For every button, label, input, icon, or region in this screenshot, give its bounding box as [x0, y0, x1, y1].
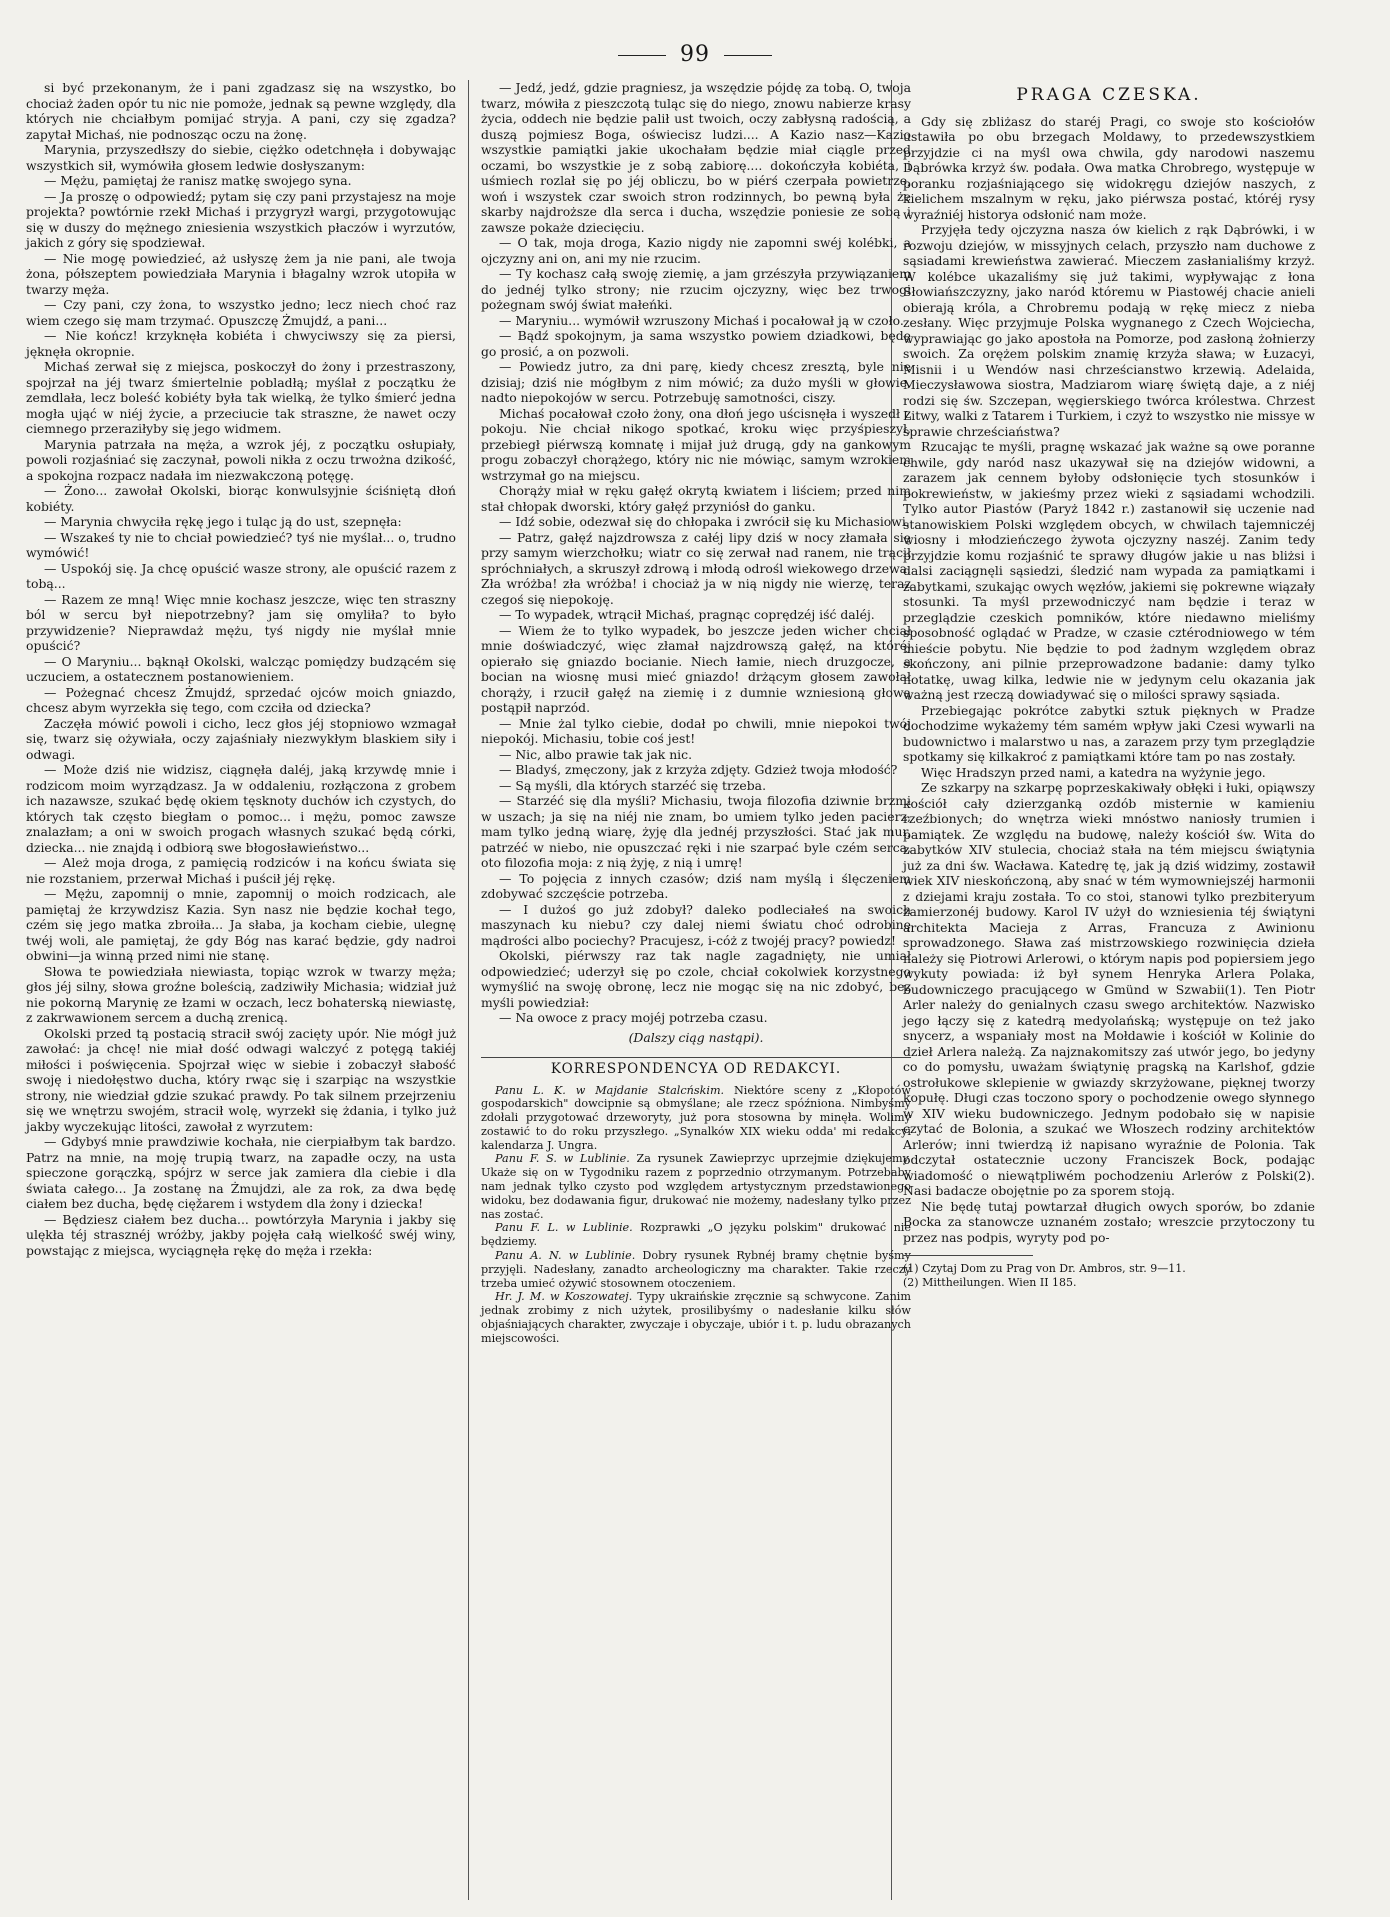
paragraph: — Czy pani, czy żona, to wszystko jedno; lecz niech choć raz wiem czego się mam trzymać. Opuszczę Żmujdź, a pani... [26, 297, 456, 328]
paragraph: Gdy się zbliżasz do staréj Pragi, co swoje sto kościołów ustawiła po obu brzegach Moldawy, to przedewszystkiem przyjdzie ci na myśl owa chwila, gdy narodowi naszemu Dąbrówka krzyż św. podała. Owa matka Chrobrego, występuje w poranku rozjaśniającego się widokręgu dziejów naszych, z kielichem mszalnym w ręku, jako piérwsza postać, któréj rysy wyraźniéj historya odsłonić nam może. [903, 113, 1315, 222]
page-number-right-rule [724, 55, 772, 56]
correspondence-entry [481, 1249, 911, 1290]
paragraph: — Wszakeś ty nie to chciał powiedzieć? tyś nie myślał... o, trudno wymówić! [26, 529, 456, 560]
correspondence-text: Niektóre sceny z „Kłopotów gospodarskich" dowcipnie są obmyślane; ale rzecz spóźniona. Nimbyśmy zdołali przygotować drzeworyty, już pora stosowna by minęła. Wolimy zostawić to do roku przyszłego. „Synalków XIX wieku odda' mi redakcyi kalendarza J. Ungra. [481, 1083, 911, 1152]
paragraph: — O Maryniu... bąknął Okolski, walcząc pomiędzy budzącém się uczuciem, a ostatecznem postanowieniem. [26, 653, 456, 684]
paragraph: Chorąży miał w ręku gałęź okrytą kwiatem i liściem; przed nim stał chłopak dworski, który gałęź przyniósł do ganku. [481, 483, 911, 514]
paragraph: — Żono... zawołał Okolski, biorąc konwulsyjnie ściśniętą dłoń kobiéty. [26, 483, 456, 514]
column-middle [481, 80, 911, 1346]
paragraph: — Bladyś, zmęczony, jak z krzyża zdjęty. Gdzież twoja młodość? [499, 762, 898, 777]
paragraph: Michaś zerwał się z miejsca, poskoczył do żony i przestraszony, spojrzał na jéj twarz śmiertelnie pobladłą; myślał z początku że zemdlała, lecz boleść kobiéty była tak wielką, że tylko śmierć jedna mogła ująć w niéj życie, a przeciucie tak straszne, że nawet oczy ciemnego przeraziłyby się jego widmem. [26, 359, 456, 436]
paragraph: Okolski przed tą postacią stracił swój zacięty upór. Nie mógł już zawołać: ja chcę! nie miał dość odwagi walczyć z potęgą takiéj miłości i poświęcenia. Spojrzał więc w siebie i zobaczył słabość swoję i niedołęstwo ducha, który rwąc się i szarpiąc na wszystkie strony, nie wiedział gdzie szukać prawdy. Po tak silnem przejrzeniu się we wnętrzu swojém, stracił wolę, wyrzekł się żdania, i tylko już jakby wyczekując litości, zawołał z wyrzutem: [26, 1025, 456, 1134]
paragraph: Marynia patrzała na męża, a wzrok jéj, z początku osłupiały, powoli rozjaśniać się zaczynał, powoli nikła z oczu trwożna dzikość, a spokojna rozpacz nadała im niezwakczoną potęgę. [26, 436, 456, 483]
paragraph: — Starzéć się dla myśli? Michasiu, twoja filozofia dziwnie brzmi w uszach; ja się na niéj nie znam, bo umiem tylko jeden pacierz, mam tylko jedną wiarę, żyję dla jednéj przyszłości. Stać jak mur, patrzéć w niebo, nie opuszczać ręki i nie szarpać byle czém serca, oto filozofia moja: z nią żyję, z nią i umrę! [481, 793, 911, 870]
paragraph: — Powiedz jutro, za dni parę, kiedy chcesz zresztą, byle nie dzisiaj; dziś nie mógłbym z nim mówić; za dużo myśli w głowie, nadto niepokojów w sercu. Potrzebuję samotności, ciszy. [481, 359, 911, 405]
paragraph: — O tak, moja droga, Kazio nigdy nie zapomni swéj kolébki, a ojczyzny ani on, ani my nie rzucim. [481, 235, 911, 266]
paragraph: — Ależ moja droga, z pamięcią rodziców i na końcu świata się nie rozstaniem, przerwał Michaś i puścił jéj rękę. [26, 855, 456, 886]
paragraph: — Mężu, pamiętaj że ranisz matkę swojego syna. [44, 173, 352, 188]
paragraph: Słowa te powiedziała niewiasta, topiąc wzrok w twarzy męża; głos jéj silny, słowa groźne boleścią, zadziwiły Michasia; widział już nie pokorną Marynię ze łzami w oczach, lecz bohaterską niewiastę, z zakrwawionem sercem a duchą zrenicą. [26, 963, 456, 1025]
paragraph: — Idź sobie, odezwał się do chłopaka i zwrócił się ku Michasiowi. [499, 514, 910, 529]
correspondence-list [481, 1084, 911, 1346]
paragraph: Zaczęła mówić powoli i cicho, lecz głos jéj stopniowo wzmagał się, twarz się ożywiała, oczy zajaśniały niezwykłym blaskiem siły i odwagi. [26, 715, 456, 762]
correspondence-text: Rozprawki „O języku polskim" drukować nie będziemy. [481, 1221, 911, 1249]
paragraph: — Będziesz ciałem bez ducha... powtórzyła Marynia i jakby się ulękła téj strasznéj wróżby, jakby pojęła całą wielkość swéj winy, powstając z miejsca, wyciągnęła rękę do męża i rzekła: [26, 1211, 456, 1258]
correspondence-addressee: Panu F. S. w Lublinie. [495, 1152, 630, 1166]
correspondence-text: Dobry rysunek Rybnéj bramy chętnie byśmy przyjęli. Nadesłany, zanadto archeologiczny ma charakter. Takie rzeczy trzeba umieć ożywić stosownem otoczeniem. [481, 1249, 911, 1290]
article-title: PRAGA CZESKA. [1016, 85, 1202, 105]
paragraph: — Ja proszę o odpowiedź; pytam się czy pani przystajesz na moje projekta? powtórnie rzekł Michaś i przygryzł wargi, przygotowując się w duszy do mężnego zniesienia wszystkich płaczów i wyrzutów, jakich z góry się spodziewał. [26, 188, 456, 250]
correspondence-text: Typy ukraińskie zręcznie są schwycone. Zanim jednak zrobimy z nich użytek, prosilibyśmy o nadesłanie kilku słów objaśniających charakter, zwyczaje i obyczaje, ubiór i t. p. ludu obrazanych miejscowości. [481, 1290, 911, 1345]
story-continuation [481, 80, 911, 1026]
correspondence-entry [481, 1084, 911, 1153]
paragraph: — Bądź spokojnym, ja sama wszystko powiem dziadkowi, będę go prosić, a on pozwoli. [481, 328, 911, 359]
paragraph: — Razem ze mną! Więc mnie kochasz jeszcze, więc ten straszny ból w sercu był niepotrzebny? jam się omyliła? to było przywidzenie? Nieprawdaż mężu, tyś nigdy nie myślał mnie opuścić? [26, 591, 456, 653]
footnote-rule [903, 1255, 1033, 1256]
paragraph: Więc Hradszyn przed nami, a katedra na wyżynie jego. [921, 764, 1266, 780]
footnote: (2) Mittheilungen. Wien II 185. [903, 1276, 1077, 1289]
paragraph: — Nic, albo prawie tak jak nic. [499, 746, 693, 762]
column-left [26, 80, 456, 1258]
paragraph: — Nie kończ! krzyknęła kobiéta i chwyciwszy się za piersi, jęknęła okropnie. [26, 328, 456, 359]
to-be-continued: (Dalszy ciąg nastąpi). [628, 1029, 764, 1045]
column-right [903, 80, 1315, 1290]
page-number [0, 42, 1390, 67]
paragraph: — Mężu, zapomnij o mnie, zapomnij o moich rodzicach, ale pamiętaj że krzywdzisz Kazia. Syn nasz nie będzie kochał tego, czém się jego matka zbroiła... Ja słaba, ja kocham ciebie, ulegnę twéj woli, ale pamiętaj, że gdy Bóg nas karać będzie, gdy nadroi obwini—ja winną przed nimi nie stanę. [26, 886, 456, 963]
correspondence-addressee: Panu A. N. w Lublinie. [495, 1249, 636, 1263]
paragraph: — Jedź, jedź, gdzie pragniesz, ja wszędzie pójdę za tobą. O, twoja twarz, mówiła z pieszczotą tuląc się do niego, znowu nabierze krasy życia, oddech nie będzie palił ust twoich, oczy zabłysną radością, a duszą pojmiesz Boga, oświecisz ludzi.... A Kazio nasz—Kazio wszystkie pamiątki jakie ukochałam będzie miał ciągle przed oczami, bo wszystkie je z sobą zabiorę.... dokończyła kobiéta, i uśmiech rozlał się po jéj obliczu, bo w piérś czerpała powietrze, woń i wszystek czar swoich stron rodzinnych, bo pewną była że skarby najdroższe dla serca i ducha, wszędzie poniesie ze sobą i zawsze pokaże dziecięciu. [481, 80, 911, 235]
correspondence-addressee: Panu L. K. w Majdanie Stalcńskim. [495, 1083, 725, 1097]
correspondence-entry [481, 1152, 911, 1221]
paragraph: — Gdybyś mnie prawdziwie kochała, nie cierpiałbym tak bardzo. Patrz na mnie, na moję trupią twarz, na zapadłe oczy, na usta spieczone gorączką, spójrz w serce jak zamiera dla ciebie i dla świata całego... Ja zostanę na Żmujdzi, ale za rok, za dwa będę ciałem bez ducha, będę cięžarem i wstydem dla żony i dziecka! [26, 1134, 456, 1211]
paragraph: Przebiegając pokrótce zabytki sztuk pięknych w Pradze dochodzime wykażemy tém samém wpływ jaki Czesi wywarli na budownictwo i malarstwo u nas, a zarazem przy tym przeglądzie spotkamy się kilkakroć z pamiątkami które tam po nas zostały. [903, 702, 1315, 764]
paragraph: Marynia, przyszedłszy do siebie, ciężko odetchnęła i dobywając wszystkich sił, wymówiła głosem ledwie dosłyszanym: [26, 142, 456, 173]
correspondence-entry [481, 1290, 911, 1345]
correspondence-addressee: Panu F. L. w Lublinie. [495, 1221, 633, 1235]
paragraph: — Na owoce z pracy mojéj potrzeba czasu. [499, 1010, 768, 1025]
paragraph: — Są myśli, dla których starzéć się trzeba. [499, 777, 767, 793]
paragraph: — Może dziś nie widzisz, ciągnęła daléj, jaką krzywdę mnie i rodzicom moim wyrządzasz. Ja w oddaleniu, rozłączona z grobem ich nazawsze, szukać będę okiem tęsknoty duchów ich czystych, do których tak często biegłam o pomoc... i mężu, pomoc zawsze znalazłam; a oni w swoich progach własnych szukać będą córki, dziecka... nie znajdą i odbiorą swe błogosławieństwo... [26, 762, 456, 855]
footnote: (1) Czytaj Dom zu Prag von Dr. Ambros, str. 9—11. [903, 1262, 1186, 1275]
paragraph: — Pożegnać chcesz Żmujdź, sprzedać ojców moich gniazdo, chcesz abym wyrzekła się tego, com czciła od dziecka? [26, 684, 456, 715]
column-divider-left [468, 80, 469, 1900]
paragraph: Okolski, piérwszy raz tak nagle zagadnięty, nie umiał odpowiedzieć; uderzył się po czole, chciał cokolwiek korzystnego wymyślić na swoję obronę, lecz nie mogąc się na nic zdobyć, bez myśli powiedział: [481, 948, 911, 1010]
paragraph: — I dużoś go już zdobył? daleko podleciałeś na swoich maszynach ku niebu? czy dalej niemi światu choć odrobinę mądrości albo pociechy? Pracujesz, i-cóż z twojéj pracy? powiedz! [481, 901, 911, 948]
footnotes [903, 1262, 1315, 1290]
correspondence-text: Za rysunek Zawieprzyc uprzejmie dziękujemy. Ukaże się on w Tygodniku razem z poprzednio otrzymanym. Potrzebaby nam jednak tylko czysto pod względem artystycznym przedstawionego widoku, bez dodawania figur, drukować nie możemy, nadesłany tylko przez nas zostać. [481, 1152, 912, 1221]
correspondence-title: KORRESPONDENCYA OD REDAKCYI. [550, 1061, 842, 1077]
paragraph: Nie będę tutaj powtarzał długich owych sporów, bo zdanie Bocka za stanowcze uznaném zostało; wreszcie przytoczony tu przez nas podpis, wyryty pod po- [903, 1198, 1315, 1245]
page-number-text: 99 [680, 42, 710, 67]
paragraph: Rzucając te myśli, pragnę wskazać jak ważne są owe poranne chwile, gdy naród nasz ukazywał się na dziejów widowni, a zarazem jak cennem byłoby odsłonięcie tych stosunków i pokrewieństw, w jakieśmy przez wieki z sąsiadami wchodzili. Tylko autor Piastów (Paryż 1842 r.) zastanowił się uczenie nad stanowiskiem Polski względem obcych, w chwilach tajemniczéj wiosny i młodzieńczego żywota ojczyzny naszéj. Zanim tedy przyjdzie komu rozjaśnić te sprawy długów jakie u nas bliżsi i dalsi zaciągnęli sąsiedzi, śledzić nam wypada za pamiątkami i zabytkami, szukając owych węzłów, jakiemi się pokrewne wiązały stosunki. Ta myśl przewodniczyć nam będzie i teraz w przeglądzie czeskich pomników, które niedawno mieliśmy sposobność oglądać w Pradze, w czasie cztérodniowego w tém mieście pobytu. Nie będzie to pod żadnym względem obraz skończony, ani pilnie przeprowadzone badanie: damy tylko notatkę, uwag kilka, ledwie nie w jedynym celu okazania jak ważną jest rzeczą dowiadywać się o milości sprawy sąsiada. [903, 439, 1315, 702]
paragraph: — Wiem że to tylko wypadek, bo jeszcze jeden wicher chciał mnie doświadczyć, więc złamał najzdrowszą gałęź, na któréj opierało się gniazdo bocianie. Niech łamie, niech druzgocze, a bocian na wiosnę musi mieć gniazdo! drżącym głosem zawołał chorąży, i rzucił gałęź na ziemię i z dumnie wzniesioną głową postąpił naprzód. [481, 622, 911, 715]
paragraph: — Patrz, gałęź najzdrowsza z całéj lipy dziś w nocy złamała się przy samym wierzchołku; wiatr co się zerwał nad ranem, nie trącił spróchniałych, a skruszył zdrową i młodą odrośl wiekowego drzewa. Zła wróżba! zła wróżba! i chociaż ja w nią nigdy nie wierzę, teraz czegoś się niepokoję. [481, 529, 911, 607]
paragraph: — Ty kochasz całą swoję ziemię, a jam grzészyła przywiązaniem do jednéj tylko strony; nie rzucim ojczyzny, więc bez trwogi pożegnam swój świat małeńki. [481, 266, 911, 312]
paragraph: — Nie mogę powiedzieć, aż usłyszę żem ja nie pani, ale twoja żona, półszeptem powiedziała Marynia i błagalny wzrok utopiła w twarzy męża. [26, 250, 456, 297]
paragraph: Michaś pocałował czoło żony, ona dłoń jego uścisnęła i wyszedł z pokoju. Nie chciał nikogo spotkać, kroku więc przyśpieszył, przebiegł piérwszą komnatę i mijał już drugą, gdy na gankowym progu zobaczył chorążego, który nic nie mówiąc, samym wzrokiem wstrzymał go na miejscu. [481, 405, 911, 483]
paragraph: — Uspokój się. Ja chcę opuścić wasze strony, ale opuścić razem z tobą... [26, 560, 456, 591]
correspondence-rule [481, 1057, 911, 1058]
paragraph: Ze szkarpy na szkarpę poprzeskakiwały obłęki i łuki, opiąwszy kościół cały dzierzganką ozdób misternie w kamieniu rzeźbionych; do wnętrza wieki mnóstwo naniosły trumien i pamiątek. Ze względu na budowę, należy kościół św. Wita do zabytków XIV stulecia, chociaż stała na tém miejscu świątynia już za dni św. Wacława. Katedrę tę, jak ją dziś widzimy, zostawił wiek XIV nieskończoną, aby snać w tém wymowniejszéj harmonii z dziejami kraju została. To co stoi, stanowi tylko prezbiteryum zamierzonéj budowy. Karol IV użył do wzniesienia téj świątyni architekta Macieja z Arras, Francuza z Awinionu sprowadzonego. Sława zaś mistrzowskiego rozwinięcia dzieła należy się Piotrowi Arlerowi, o którym napis pod popiersiem jego wykuty powiada: iż był synem Henryka Arlera Polaka, budowniczego pracującego w Gmünd w Szwabii(1). Ten Piotr Arler należy do genialnych czasu swego architektów. Nazwisko jego łączy się z katedrą medyolańską; występuje on też jako snycerz, a wspaniały most na Mołdawie i kościół w Kolinie do dzieł Arlera należą. Za najznakomitszy zaś utwór jego, bo jedyny co do pomysłu, uważam świątynię pragską na Karlshof, gdzie ostrołukowe sklepienie w gwiazdy skrzyżowane, pięknej tworzy kopułę. Długi czas toczono spory o pochodzenie owego słynnego w XIV wieku budowniczego. Jednym podobało się w napisie czytać de Bolonia, a szukać we Włoszech rodziny architektów Arlerów; inni twierdzą iż napisano wyraźnie de Polonia. Tak odczytał ostatecznie uczony Franciszek Bock, podając wiadomość o niewątpliwém pochodzeniu Arlerów z Polski(2). Nasi badacze obojętnie po za sporem stoją. [903, 780, 1315, 1198]
paragraph: Przyjęła tedy ojczyzna nasza ów kielich z rąk Dąbrówki, i w rozwoju dziejów, w missyjnych celach, przyszło nam duchowe z sąsiadami krewieństwa zawierać. Mieczem zasłanialiśmy krzyż. W kolébce ukazaliśmy się już takimi, wypływając z łona Słowiańszczyzny, jako naród któremu w Piastowéj chacie anieli obierają króla, a Chrobremu podają w rękę miecz z nieba zesłany. Więc przyjmuje Polska wygnanego z Czech Wojciecha, wyprawiając go jako apostoła na Pomorze, pod zasłoną żołnierzy swoich. Za orężem polskim znamię krzyża sława; w Łuzacyi, Misnii i u Wendów nasi chrześcianstwo krzewią. Adelaida, Mieczysławowa siostra, Madziarom wiarę świętą daje, a z niéj rodzi się św. Szczepan, węgierskiego twórca królestwa. Chrzest Litwy, walki z Tatarem i Turkiem, i czyż to wszystko nie missye w sprawie chrześciaństwa? [903, 222, 1315, 439]
paragraph: — To pojęcia z innych czasów; dziś nam myślą i ślęczeniem zdobywać szczęście potrzeba. [481, 870, 911, 901]
paragraph: — Mnie żal tylko ciebie, dodał po chwili, mnie niepokoi twój niepokój. Michasiu, tobie coś jest! [481, 715, 911, 746]
page-number-left-rule [618, 55, 666, 56]
paragraph: si być przekonanym, że i pani zgadzasz się na wszystko, bo chociaż żaden opór tu nic nie pomoże, jednak są pewne względy, dla których nie chciałbym pomijać stryja. A pani, czy się zgadza? zapytał Michaś, nie podnosząc oczu na żonę. [26, 80, 456, 142]
article-body [903, 114, 1315, 1246]
correspondence-entry [481, 1221, 911, 1249]
paragraph: — To wypadek, wtrącił Michaś, pragnąc coprędzéj iść daléj. [499, 607, 875, 622]
correspondence-addressee: Hr. J. M. w Koszowatej. [495, 1290, 633, 1304]
paragraph: — Marynia chwyciła rękę jego i tuląc ją do ust, szepnęła: [44, 514, 402, 529]
paragraph: — Maryniu... wymówił wzruszony Michaś i pocałował ją w czoło. [499, 312, 904, 328]
